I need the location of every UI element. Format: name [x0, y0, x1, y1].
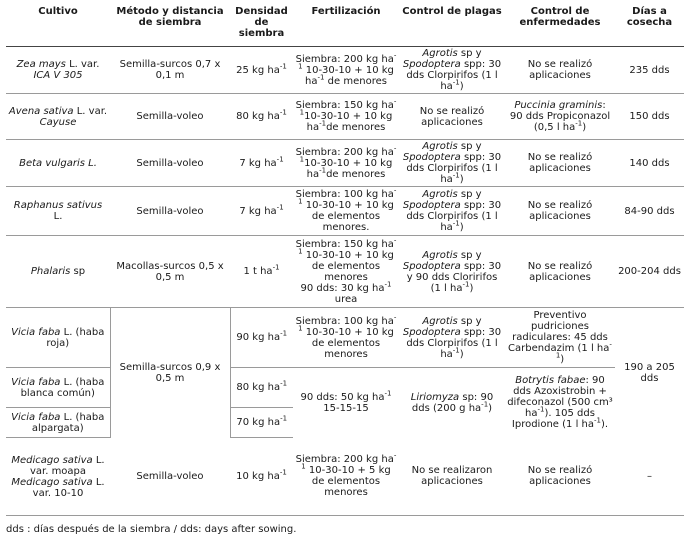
metodo-cell: Macollas-surcos 0,5 x 0,5 m [110, 236, 230, 308]
metodo-cell: Semilla-surcos 0,9 x 0,5 m [110, 308, 230, 438]
table-row-medicago [6, 438, 684, 516]
table-row-beta [6, 140, 684, 187]
dias-cell: 84-90 dds [615, 187, 684, 236]
fertilizacion-cell: 90 dds: 50 kg $ha^{-1}$ 15-15-15 [300, 389, 392, 414]
table-row-phalaris [6, 236, 684, 308]
densidad-cell: 70 kg $ha^{-1}$ [230, 408, 293, 438]
cultivo-cell: Avena sativa L. var. Cayuse [6, 94, 110, 140]
header-row [6, 4, 684, 47]
metodo-cell: Semilla-voleo [110, 140, 230, 187]
fertilizacion-cell: Siembra: 200 kg $ha^{-1}10-30-10 + 10$ kg $ha^{-1}de$ menores [293, 140, 399, 187]
dias-cell: 235 dds [615, 47, 684, 94]
densidad-cell: 25 kg $ha^{-1}$ [230, 47, 293, 94]
fertilizacion-cell: Siembra: 150 kg $ha^{-1}10-30-10 + 10$ kg $ha^{-1}de$ menores [293, 94, 399, 140]
enfermedades-cell: No se realizó aplicaciones [505, 187, 615, 236]
header-fertilizacion: Fertilización [293, 4, 399, 47]
dias-cell: 150 dds [615, 94, 684, 140]
dias-cell: 190 a 205 dds [624, 361, 675, 384]
densidad-cell: 80 kg $ha^{-1}$ [230, 94, 293, 140]
dias-cell: 200-204 dds [615, 236, 684, 308]
plagas-cell: Liriomyza sp: 90 dds (200 g $ha^{-1}$) [410, 391, 494, 414]
header-cultivo: Cultivo [6, 4, 110, 47]
densidad-cell: 1 t $ha^{-1}$ [230, 236, 293, 308]
cultivo-cell: Zea mays L. var. ICA V 305 [6, 47, 110, 94]
table-row-raphanus [6, 187, 684, 236]
cultivo-cell: Raphanus sativus L. [6, 187, 110, 236]
plagas-cell: Agrotis sp y Spodoptera spp: 30 y 90 dds Cloririfos (1 l $ha^{-1}$) [399, 236, 505, 308]
metodo-cell: Semilla-voleo [110, 438, 230, 516]
header-plagas: Control de plagas [399, 4, 505, 47]
fertilizacion-cell: Siembra: 200 kg $ha^{-1}$ 10-30-10 + 5 kg de elementos menores [293, 438, 399, 516]
cultivo-cell: Medicago sativa L. var. moapa Medicago sativa L. var. 10-10 [6, 438, 110, 516]
metodo-cell: Semilla-surcos 0,7 x 0,1 m [110, 47, 230, 94]
plagas-cell: No se realizaron aplicaciones [399, 438, 505, 516]
densidad-cell: 10 kg $ha^{-1}$ [230, 438, 293, 516]
densidad-cell: 7 kg $ha^{-1}$ [230, 140, 293, 187]
plagas-cell: Agrotis sp y Spodoptera spp: 30 dds Clorpirifos (1 l $ha^{-1}$) [399, 140, 505, 187]
fertilizacion-cell: Siembra: 200 kg $ha^{-1}$ 10-30-10 + 10 kg $ha^{-1}$ de menores [293, 47, 399, 94]
header-metodo: Método y distancia de siembra [110, 4, 230, 47]
densidad-cell: 7 kg $ha^{-1}$ [230, 187, 293, 236]
enfermedades-cell: No se realizó aplicaciones [505, 140, 615, 187]
cultivo-cell: Vicia faba L. (haba alpargata) [6, 408, 110, 438]
header-dias: Días a cosecha [615, 4, 684, 47]
cultivo-cell: Vicia faba L. (haba roja) [6, 308, 110, 368]
header-enfermedades: Control de enfermedades [505, 4, 615, 47]
enfermedades-cell: No se realizó aplicaciones [505, 47, 615, 94]
crop-table [6, 4, 684, 516]
cultivo-cell: Phalaris sp [6, 236, 110, 308]
densidad-cell: 80 kg $ha^{-1}$ [230, 368, 293, 408]
fertilizacion-cell: Siembra: 100 kg $ha^{-1}$ 10-30-10 + 10 kg de elementos menores [293, 308, 399, 368]
plagas-cell: Agrotis sp y Spodoptera spp: 30 dds Clorpirifos (1 l $ha^{-1}$) [399, 308, 505, 368]
table-row-vicia-roja [6, 308, 684, 368]
metodo-cell: Semilla-voleo [110, 187, 230, 236]
enfermedades-cell: No se realizó aplicaciones [505, 236, 615, 308]
enfermedades-cell: No se realizó aplicaciones [505, 438, 615, 516]
enfermedades-cell: Botrytis fabae: 90 dds Azoxistrobin + difeconazol (500 cm³ $ha^{-1}$). 105 dds Iprodione (1 l $ha^{-1}$). [507, 375, 613, 431]
fertilizacion-cell: Siembra: 100 kg $ha^{-1}$ 10-30-10 + 10 kg de elementos menores. [293, 187, 399, 236]
cultivo-cell: Vicia faba L. (haba blanca común) [6, 368, 110, 408]
cultivo-cell: Beta vulgaris L. [6, 140, 110, 187]
header-densidad: Densidad de siembra [230, 4, 293, 47]
table-row-zea [6, 47, 684, 94]
plagas-cell: Agrotis sp y Spodoptera spp: 30 dds Clorpirifos (1 l $ha^{-1}$) [399, 187, 505, 236]
footnote: dds : días después de la siembra / dds: days after sowing. [6, 524, 297, 535]
fertilizacion-cell: Siembra: 150 kg $ha^{-1}$ 10-30-10 + 10 kg de elementos menores 90 dds: 30 kg $ha^{-1}$ urea [293, 236, 399, 308]
enfermedades-cell: Preventivo pudriciones radiculares: 45 dds Carbendazim (1 l $ha^{-1}$) [505, 308, 615, 368]
densidad-cell: 90 kg $ha^{-1}$ [230, 308, 293, 368]
enfermedades-cell: Puccinia graminis: 90 dds Propiconazol (0,5 l $ha^{-1}$) [505, 94, 615, 140]
plagas-cell: No se realizó aplicaciones [399, 94, 505, 140]
plagas-cell: Agrotis sp y Spodoptera spp: 30 dds Clorpirifos (1 l $ha^{-1}$) [399, 47, 505, 94]
table-row-vicia-blanca [6, 368, 684, 408]
metodo-cell: Semilla-voleo [110, 94, 230, 140]
dias-cell: 140 dds [615, 140, 684, 187]
dias-cell: – [615, 438, 684, 516]
table-row-avena [6, 94, 684, 140]
